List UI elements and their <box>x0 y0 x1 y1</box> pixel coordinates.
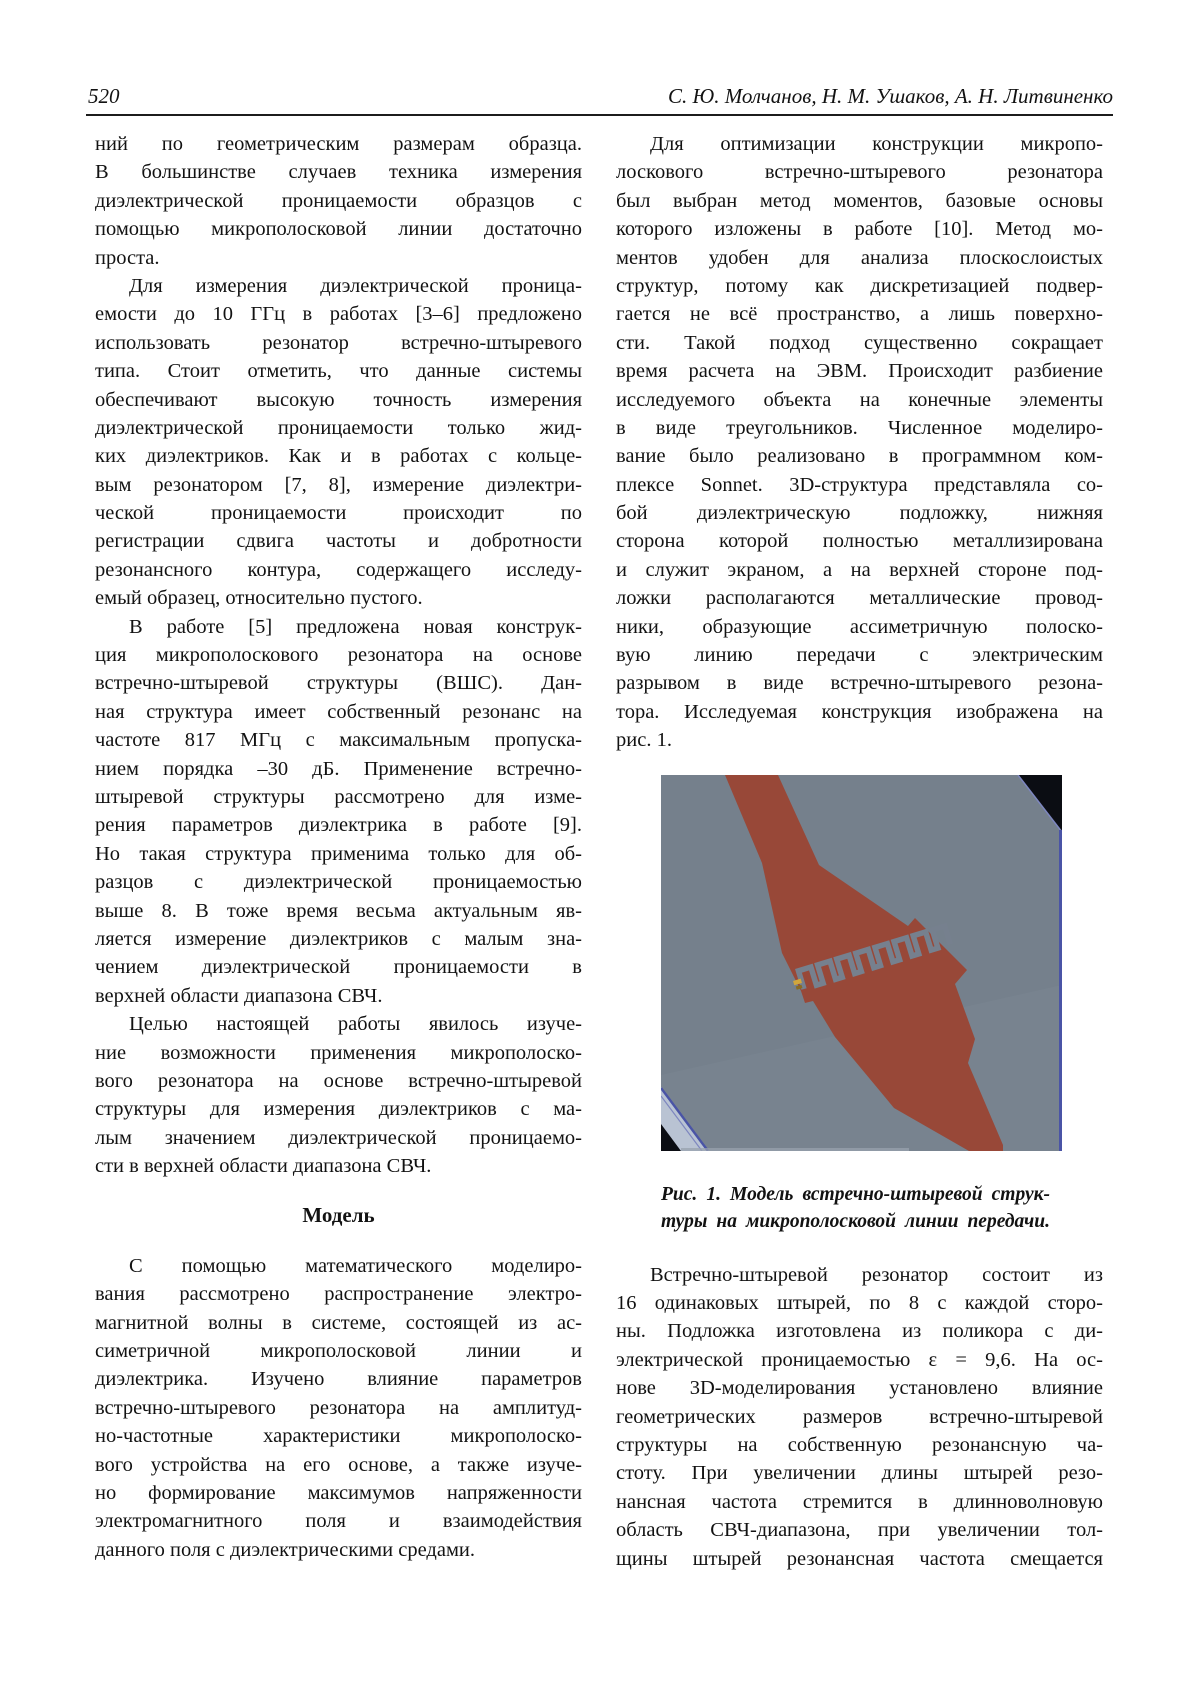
figure-image <box>661 775 1062 1151</box>
page-header <box>88 84 1113 109</box>
text-line: рис. 1. <box>616 729 672 752</box>
text-line: выше 8. В тоже время весьма актуальным яв- <box>95 899 582 922</box>
right-column-text-top <box>616 130 1103 755</box>
text-line: ляется измерение диэлектриков с малым зна- <box>95 927 582 950</box>
figure-caption-line: туры на микрополосковой линии передачи. <box>661 1210 1050 1232</box>
text-line: нансная частота стремится в длинноволновую <box>616 1490 1103 1513</box>
text-line: диэлектрической проницаемости образцов с <box>95 189 582 212</box>
paragraph <box>616 130 1103 755</box>
text-line: ники, образующие ассиметричную полоско- <box>616 615 1103 638</box>
text-line: нове 3D-моделирования установлено влияние <box>616 1377 1103 1400</box>
text-line: типа. Стоит отметить, что данные системы <box>95 360 582 383</box>
text-line: структуры для измерения диэлектриков с ма- <box>95 1098 582 1121</box>
text-line: вания рассмотрено распространение электро- <box>95 1283 582 1306</box>
text-line: стоту. При увеличении длины штырей резо- <box>616 1462 1103 1485</box>
text-line: ментов удобен для анализа плоскослоистых <box>616 246 1103 269</box>
text-line: щины штырей резонансная частота смещается <box>616 1547 1103 1570</box>
text-line: ная структура имеет собственный резонанс на <box>95 700 582 723</box>
text-line: ложки располагаются металлические провод- <box>616 587 1103 610</box>
text-line: емый образец, относительно пустого. <box>95 587 423 610</box>
paragraph <box>616 1261 1103 1573</box>
text-line: Для измерения диэлектрической проница- <box>129 274 582 297</box>
text-line: которого изложены в работе [10]. Метод мо- <box>616 218 1103 241</box>
text-line: Целью настоящей работы явилось изуче- <box>129 1013 582 1036</box>
text-line: штыревой структуры рассмотрено для изме- <box>95 785 582 808</box>
header-rule <box>86 114 1113 116</box>
text-line: нием порядка –30 дБ. Применение встречно- <box>95 757 582 780</box>
text-line: чением диэлектрической проницаемости в <box>95 956 582 979</box>
text-line: ких диэлектриков. Как и в работах с кольце- <box>95 445 582 468</box>
text-line: С помощью математического моделиро- <box>129 1254 582 1277</box>
text-line: ция микрополоскового резонатора на основе <box>95 644 582 667</box>
text-line: лым значением диэлектрической проницаемо- <box>95 1126 582 1149</box>
text-line: ний по геометрическим размерам образца. <box>95 133 582 155</box>
text-line: вого резонатора на основе встречно-штыревой <box>95 1069 582 1092</box>
text-line: сти в верхней области диапазона СВЧ. <box>95 1155 432 1178</box>
text-line: разцов с диэлектрической проницаемостью <box>95 871 582 894</box>
bottom-edge-strip <box>681 1148 909 1151</box>
text-line: электрической проницаемостью ε = 9,6. На ос- <box>616 1348 1103 1371</box>
paragraph <box>95 613 582 1010</box>
text-line: вание было реализовано в программном ком- <box>616 445 1103 468</box>
left-column <box>95 130 582 1564</box>
text-line: сторона которой полностью металлизирована <box>616 530 1103 553</box>
right-column <box>616 130 1103 1573</box>
text-line: обеспечивают высокую точность измерения <box>95 388 582 411</box>
text-line: помощью микрополосковой линии достаточно <box>95 218 582 241</box>
paragraph <box>95 1252 582 1564</box>
text-line: сти. Такой подход существенно сокращает <box>616 331 1103 354</box>
section-heading: Модель <box>302 1203 375 1228</box>
text-line: В работе [5] предложена новая конструк- <box>129 615 582 638</box>
text-line: время расчета на ЭВМ. Происходит разбиение <box>616 360 1103 383</box>
text-line: разрывом в виде встречно-штыревого резона- <box>616 672 1103 695</box>
text-line: использовать резонатор встречно-штыревого <box>95 331 582 354</box>
text-line: вым резонатором [7, 8], измерение диэлектри- <box>95 473 582 496</box>
text-line: встречно-штыревой структуры (ВШС). Дан- <box>95 672 582 695</box>
text-line: Встречно-штыревой резонатор состоит из <box>650 1263 1103 1286</box>
text-line: магнитной волны в системе, состоящей из ас- <box>95 1311 582 1334</box>
figure-caption-line: Рис. 1. Модель встречно-штыревой струк- <box>661 1183 1050 1205</box>
text-line: структуры на собственную резонансную ча- <box>616 1433 1103 1456</box>
text-line: но-частотные характеристики микрополоско- <box>95 1425 582 1448</box>
text-line: симетричной микрополосковой линии и <box>95 1340 582 1363</box>
text-line: в виде треугольников. Численное моделиро- <box>616 416 1103 439</box>
text-line: область СВЧ-диапазона, при увеличении тол- <box>616 1519 1103 1542</box>
text-line: встречно-штыревого резонатора на амплитуд- <box>95 1396 582 1419</box>
text-line: ние возможности применения микрополоско- <box>95 1041 582 1064</box>
text-line: структур, потому как дискретизацией подвер- <box>616 274 1103 297</box>
text-line: плексе Sonnet. 3D-структура представляла со- <box>616 473 1103 496</box>
text-line: Для оптимизации конструкции микропо- <box>650 133 1103 155</box>
text-line: вую линию передачи с электрическим <box>616 644 1103 667</box>
text-line: лоскового встречно-штыревого резонатора <box>616 161 1103 184</box>
text-line: тора. Исследуемая конструкция изображена на <box>616 700 1103 723</box>
paragraph <box>95 272 582 613</box>
text-line: регистрации сдвига частоты и добротности <box>95 530 582 553</box>
authors: С. Ю. Молчанов, Н. М. Ушаков, А. Н. Литвиненко <box>668 84 1113 108</box>
text-line: ческой проницаемости происходит по <box>95 502 582 525</box>
text-line: емости до 10 ГГц в работах [3–6] предложено <box>95 303 582 326</box>
text-line: верхней области диапазона СВЧ. <box>95 984 383 1007</box>
text-line: проста. <box>95 246 160 269</box>
text-line: рения параметров диэлектрика в работе [9]. <box>95 814 582 837</box>
text-line: исследуемого объекта на конечные элементы <box>616 388 1103 411</box>
right-column-text-bottom <box>616 1261 1103 1573</box>
paragraph <box>95 1010 582 1180</box>
text-line: электромагнитного поля и взаимодействия <box>95 1510 582 1533</box>
text-line: частоте 817 МГц с максимальным пропуска- <box>95 729 582 752</box>
substrate-border-right <box>1059 830 1062 1151</box>
text-line: гается не всё пространство, а лишь поверхно- <box>616 303 1103 326</box>
text-line: Но такая структура применима только для об- <box>95 842 582 865</box>
text-line: диэлектрика. Изучено влияние параметров <box>95 1368 582 1391</box>
figure-block <box>661 775 1062 1235</box>
text-line: вого устройства на его основе, а также изуче- <box>95 1453 582 1476</box>
text-line: бой диэлектрическую подложку, нижняя <box>616 502 1103 525</box>
page-number: 520 <box>88 84 120 108</box>
text-line: геометрических размеров встречно-штыревой <box>616 1405 1103 1428</box>
text-line: резонансного контура, содержащего исследу- <box>95 558 582 581</box>
text-line: 16 одинаковых штырей, по 8 с каждой сторо- <box>616 1291 1103 1314</box>
text-line: ны. Подложка изготовлена из поликора с ди- <box>616 1320 1103 1343</box>
text-line: и служит экраном, а на верхней стороне под- <box>616 558 1103 581</box>
paragraph <box>95 130 582 272</box>
text-line: данного поля с диэлектрическими средами. <box>95 1538 476 1561</box>
text-line: был выбран метод моментов, базовые основы <box>616 189 1103 212</box>
figure-caption <box>661 1181 1050 1235</box>
text-line: но формирование максимумов напряженности <box>95 1481 582 1504</box>
text-line: В большинстве случаев техника измерения <box>95 161 582 184</box>
text-line: диэлектрической проницаемости только жид- <box>95 416 582 439</box>
